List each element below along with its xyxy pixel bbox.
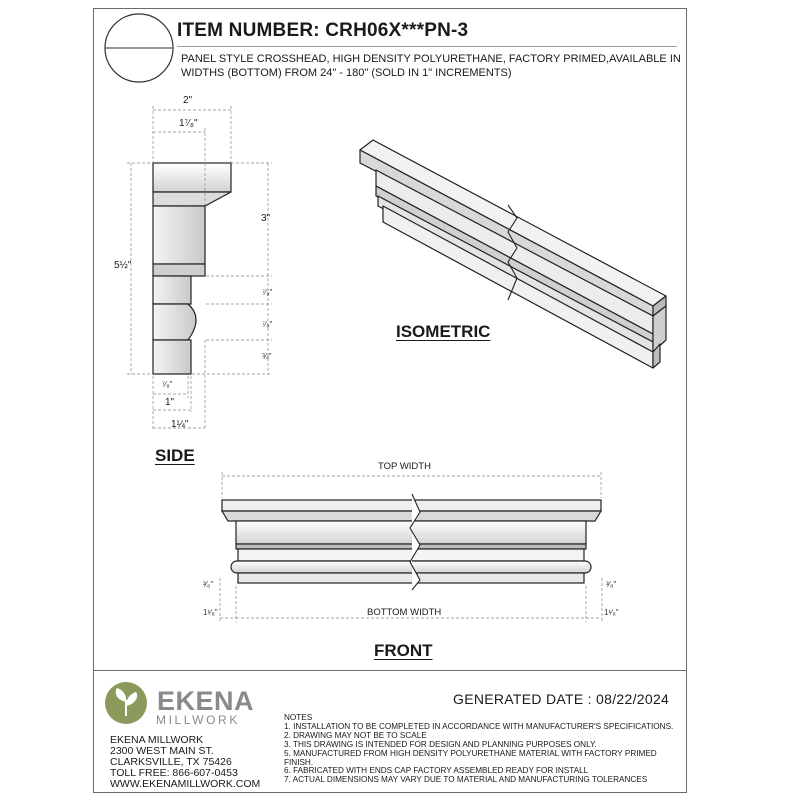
notes-title: NOTES <box>284 713 313 722</box>
dim-side-upper-height: 3" <box>261 213 271 224</box>
dim-front-right-offset: 1¹⁄₈" <box>604 608 619 617</box>
title-divider <box>177 46 677 47</box>
note-line: 5. MANUFACTURED FROM HIGH DENSITY POLYURETHANE MATERIAL WITH FACTORY PRIMED <box>284 748 657 758</box>
brand-subtitle: MILLWORK <box>156 713 240 727</box>
dim-front-bottom-width: BOTTOM WIDTH <box>367 607 442 618</box>
notes-block <box>284 714 684 785</box>
dim-side-base-a: ⁷⁄₈" <box>162 380 173 389</box>
note-line: 2. DRAWING MAY NOT BE TO SCALE <box>284 730 427 740</box>
dim-side-total-height: 5½" <box>114 260 132 271</box>
dim-side-inner-width: 1⁷⁄₈" <box>179 118 198 129</box>
front-view-label: FRONT <box>374 641 433 660</box>
generated-date: GENERATED DATE : 08/22/2024 <box>453 691 670 707</box>
dim-side-base-c: 1¼" <box>171 419 189 430</box>
note-line: 1. INSTALLATION TO BE COMPLETED IN ACCORDANCE WITH MANUFACTURER'S SPECIFICATIONS. <box>284 721 674 731</box>
dim-front-left-offset: 1¹⁄₈" <box>203 608 218 617</box>
note-line: 6. FABRICATED WITH ENDS CAP FACTORY ASSEMBLED READY FOR INSTALL <box>284 766 589 776</box>
dim-side-base-b: 1" <box>165 397 175 408</box>
note-line: 7. ACTUAL DIMENSIONS MAY VARY DUE TO MATERIAL AND MANUFACTURING TOLERANCES <box>284 775 648 785</box>
title-circle <box>105 14 173 82</box>
address-line: TOLL FREE: 866-607-0453 <box>110 767 238 779</box>
dim-front-top-width: TOP WIDTH <box>378 461 431 472</box>
note-line: 3. THIS DRAWING IS INTENDED FOR DESIGN AND PLANNING PURPOSES ONLY. <box>284 739 597 749</box>
brand-name: EKENA <box>157 686 255 716</box>
side-view-label: SIDE <box>155 446 195 465</box>
item-number-title: ITEM NUMBER: CRH06X***PN-3 <box>177 20 469 41</box>
dim-front-right-return: ³⁄₈" <box>606 580 617 589</box>
dim-front-left-return: ³⁄₈" <box>203 580 214 589</box>
side-view-profile <box>153 163 231 374</box>
isometric-view-label: ISOMETRIC <box>396 322 491 341</box>
footer-divider <box>93 670 687 671</box>
dim-side-mid-b: ⁷⁄₈" <box>262 320 273 329</box>
dim-side-bottom: ¾" <box>262 352 272 361</box>
address-line: CLARKSVILLE, TX 75426 <box>110 756 232 768</box>
front-view <box>222 494 601 590</box>
address-line: 2300 WEST MAIN ST. <box>110 745 214 757</box>
address-line: WWW.EKENAMILLWORK.COM <box>110 778 261 790</box>
note-line: FINISH. <box>284 757 314 767</box>
address-line: EKENA MILLWORK <box>110 734 204 746</box>
dim-side-top-width: 2" <box>183 95 193 106</box>
item-description: PANEL STYLE CROSSHEAD, HIGH DENSITY POLYURETHANE, FACTORY PRIMED,AVAILABLE IN WIDTHS (BOTTOM) FROM 24" - 180" (SOLD IN 1" INCREMENTS) <box>181 53 681 79</box>
ekena-leaf-logo-icon <box>105 682 147 724</box>
company-address <box>110 735 260 790</box>
dim-side-mid-a: ⁷⁄₈" <box>262 288 273 297</box>
